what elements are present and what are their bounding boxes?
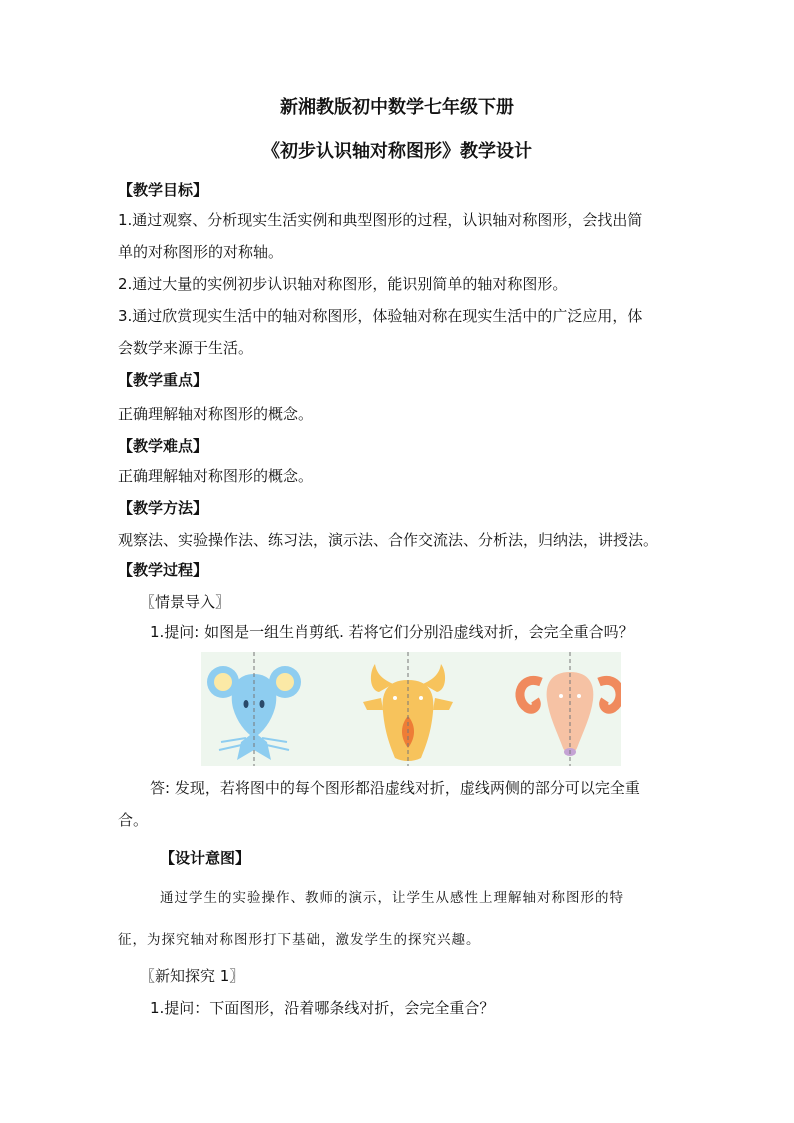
answer-line-2: 合。 <box>118 811 149 829</box>
method-heading: 【教学方法】 <box>118 499 209 517</box>
process-heading: 【教学过程】 <box>118 561 209 579</box>
objectives-heading: 【教学目标】 <box>118 181 209 199</box>
objective-1-line-2: 单的对称图形的对称轴。 <box>118 243 284 261</box>
document-title: 新湘教版初中数学七年级下册 <box>280 97 514 118</box>
mouse-papercut <box>207 652 301 766</box>
objective-1-line-1: 1.通过观察、分析现实生活实例和典型图形的过程，认识轴对称图形，会找出简 <box>118 211 643 229</box>
difficulty-heading: 【教学难点】 <box>118 437 209 455</box>
objective-3-line-2: 会数学来源于生活。 <box>118 339 254 357</box>
ram-papercut <box>520 652 620 766</box>
design-intent-line-2: 征，为探究轴对称图形打下基础，激发学生的探究兴趣。 <box>118 932 481 948</box>
objective-2: 2.通过大量的实例初步认识轴对称图形，能识别简单的轴对称图形。 <box>118 275 568 293</box>
intro-label: 〖情景导入〗 <box>140 593 231 611</box>
explore-label: 〖新知探究 1〗 <box>140 967 245 985</box>
objective-3-line-1: 3.通过欣赏现实生活中的轴对称图形，体验轴对称在现实生活中的广泛应用，体 <box>118 307 643 325</box>
question-1: 1.提问: 如图是一组生肖剪纸. 若将它们分别沿虚线对折，会完全重合吗？ <box>150 623 634 641</box>
key-point-text: 正确理解轴对称图形的概念。 <box>118 405 314 423</box>
difficulty-text: 正确理解轴对称图形的概念。 <box>118 467 314 485</box>
answer-line-1: 答: 发现，若将图中的每个图形都沿虚线对折，虚线两侧的部分可以完全重 <box>150 779 640 797</box>
document-subtitle: 《初步认识轴对称图形》教学设计 <box>262 141 532 162</box>
zodiac-papercut-image <box>201 652 621 766</box>
zodiac-papercut-figure <box>201 652 621 766</box>
question-2: 1.提问：下面图形，沿着哪条线对折，会完全重合？ <box>150 999 495 1017</box>
method-text: 观察法、实验操作法、练习法，演示法、合作交流法、分析法，归纳法，讲授法。 <box>118 531 659 549</box>
design-intent-heading: 【设计意图】 <box>160 849 251 867</box>
key-point-heading: 【教学重点】 <box>118 371 209 389</box>
design-intent-line-1: 通过学生的实验操作、教师的演示，让学生从感性上理解轴对称图形的特 <box>160 890 624 906</box>
ox-papercut <box>363 652 453 766</box>
